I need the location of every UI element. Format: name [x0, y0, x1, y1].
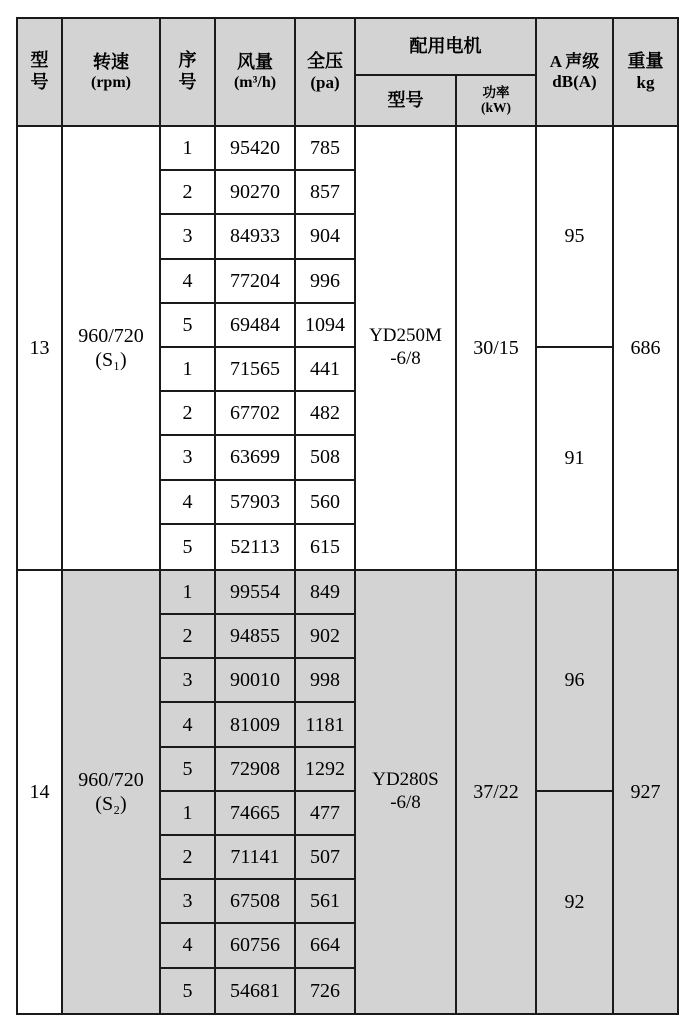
- pressure-cell: 902: [296, 615, 356, 659]
- seq-cell: 1: [161, 127, 216, 171]
- seq-cell: 2: [161, 392, 216, 436]
- seq-cell: 3: [161, 880, 216, 924]
- pressure-cell: 998: [296, 659, 356, 703]
- header-airflow-label: 风量: [237, 51, 273, 72]
- header-speed-unit: (rpm): [91, 74, 131, 92]
- pressure-cell: 561: [296, 880, 356, 924]
- airflow-cell: 57903: [216, 481, 296, 525]
- motor-power-cell: 37/22: [457, 571, 537, 1013]
- header-speed: [63, 19, 161, 125]
- speed-variant: (S₂): [95, 792, 127, 815]
- speed-value: 960/720: [78, 768, 144, 791]
- seq-cell: 3: [161, 659, 216, 703]
- section-model-14: [18, 571, 677, 1013]
- noise-level-bottom: 92: [537, 792, 614, 1013]
- seq-cell: 1: [161, 348, 216, 392]
- pressure-cell: 726: [296, 969, 356, 1013]
- airflow-cell: 94855: [216, 615, 296, 659]
- header-model-line1: 型: [30, 50, 49, 71]
- seq-cell: 1: [161, 571, 216, 615]
- model-number: 13: [18, 127, 63, 569]
- section-model-13: [18, 127, 677, 571]
- seq-cell: 2: [161, 836, 216, 880]
- noise-level-top: 96: [537, 571, 614, 792]
- weight-cell: 927: [614, 571, 677, 1013]
- airflow-cell: 54681: [216, 969, 296, 1013]
- pressure-cell: 482: [296, 392, 356, 436]
- header-motor-group-label: 配用电机: [409, 35, 482, 56]
- airflow-cell: 74665: [216, 792, 296, 836]
- speed-variant: (S₁): [95, 348, 127, 371]
- header-motor-power-unit: (kW): [481, 99, 511, 115]
- header-seq: [161, 19, 216, 125]
- seq-cell: 2: [161, 171, 216, 215]
- header-noise-unit: dB(A): [552, 72, 597, 91]
- seq-cell: 4: [161, 703, 216, 747]
- airflow-cell: 52113: [216, 525, 296, 569]
- pressure-cell: 615: [296, 525, 356, 569]
- pressure-cell: 1181: [296, 703, 356, 747]
- header-motor-power-label: 功率: [482, 84, 510, 100]
- motor-model-line2: -6/8: [390, 347, 421, 369]
- speed-cell: [63, 571, 161, 1013]
- table-header: [18, 19, 677, 127]
- header-motor-power: [457, 76, 537, 125]
- pressure-cell: 560: [296, 481, 356, 525]
- header-motor-model-label: 型号: [387, 89, 424, 110]
- header-airflow: [216, 19, 296, 125]
- header-weight: [614, 19, 677, 125]
- airflow-cell: 95420: [216, 127, 296, 171]
- airflow-cell: 67702: [216, 392, 296, 436]
- weight-cell: 686: [630, 336, 661, 359]
- airflow-cell: 60756: [216, 924, 296, 968]
- pressure-cell: 441: [296, 348, 356, 392]
- header-airflow-unit: (m³/h): [233, 74, 277, 92]
- header-seq-line2: 号: [178, 72, 197, 92]
- seq-cell: 3: [161, 215, 216, 259]
- motor-model-cell: [356, 127, 457, 569]
- pressure-cell: 1292: [296, 748, 356, 792]
- header-pressure: [296, 19, 356, 125]
- header-motor-model: [356, 76, 457, 125]
- model-number: 14: [18, 571, 63, 1013]
- noise-level-bottom: 91: [537, 348, 614, 569]
- airflow-cell: 63699: [216, 436, 296, 480]
- seq-cell: 5: [161, 304, 216, 348]
- header-pressure-label: 全压: [307, 51, 343, 71]
- pressure-cell: 508: [296, 436, 356, 480]
- seq-cell: 4: [161, 924, 216, 968]
- pressure-cell: 904: [296, 215, 356, 259]
- motor-model-line1: YD280S: [372, 769, 439, 791]
- motor-power-cell: 30/15: [457, 127, 537, 569]
- header-pressure-unit: (pa): [310, 72, 340, 92]
- motor-model-line2: -6/8: [390, 791, 421, 813]
- pressure-cell: 849: [296, 571, 356, 615]
- header-noise-label: A 声级: [549, 51, 600, 71]
- airflow-cell: 72908: [216, 748, 296, 792]
- header-noise: [537, 19, 614, 125]
- pressure-cell: 857: [296, 171, 356, 215]
- airflow-cell: 90010: [216, 659, 296, 703]
- pressure-cell: 664: [296, 924, 356, 968]
- pressure-cell: 507: [296, 836, 356, 880]
- pressure-cell: 477: [296, 792, 356, 836]
- speed-cell: [63, 127, 161, 569]
- seq-cell: 1: [161, 792, 216, 836]
- seq-cell: 5: [161, 748, 216, 792]
- seq-cell: 4: [161, 481, 216, 525]
- header-motor-group: [356, 19, 537, 76]
- spec-table: [16, 17, 679, 1015]
- header-weight-label: 重量: [627, 51, 664, 71]
- airflow-cell: 84933: [216, 215, 296, 259]
- airflow-cell: 99554: [216, 571, 296, 615]
- motor-model-cell: [356, 571, 457, 1013]
- airflow-cell: 81009: [216, 703, 296, 747]
- header-model: [18, 19, 63, 125]
- pressure-cell: 785: [296, 127, 356, 171]
- motor-model-line1: YD250M: [369, 325, 442, 347]
- seq-cell: 2: [161, 615, 216, 659]
- noise-level-top: 95: [537, 127, 614, 348]
- header-speed-label: 转速: [93, 51, 129, 72]
- seq-cell: 5: [161, 525, 216, 569]
- airflow-cell: 69484: [216, 304, 296, 348]
- header-seq-line1: 序: [178, 50, 197, 71]
- airflow-cell: 90270: [216, 171, 296, 215]
- seq-cell: 4: [161, 260, 216, 304]
- seq-cell: 5: [161, 969, 216, 1013]
- pressure-cell: 996: [296, 260, 356, 304]
- airflow-cell: 71141: [216, 836, 296, 880]
- speed-value: 960/720: [78, 324, 144, 347]
- header-weight-unit: kg: [636, 72, 655, 92]
- airflow-cell: 71565: [216, 348, 296, 392]
- airflow-cell: 67508: [216, 880, 296, 924]
- pressure-cell: 1094: [296, 304, 356, 348]
- header-model-line2: 号: [30, 72, 49, 92]
- airflow-cell: 77204: [216, 260, 296, 304]
- seq-cell: 3: [161, 436, 216, 480]
